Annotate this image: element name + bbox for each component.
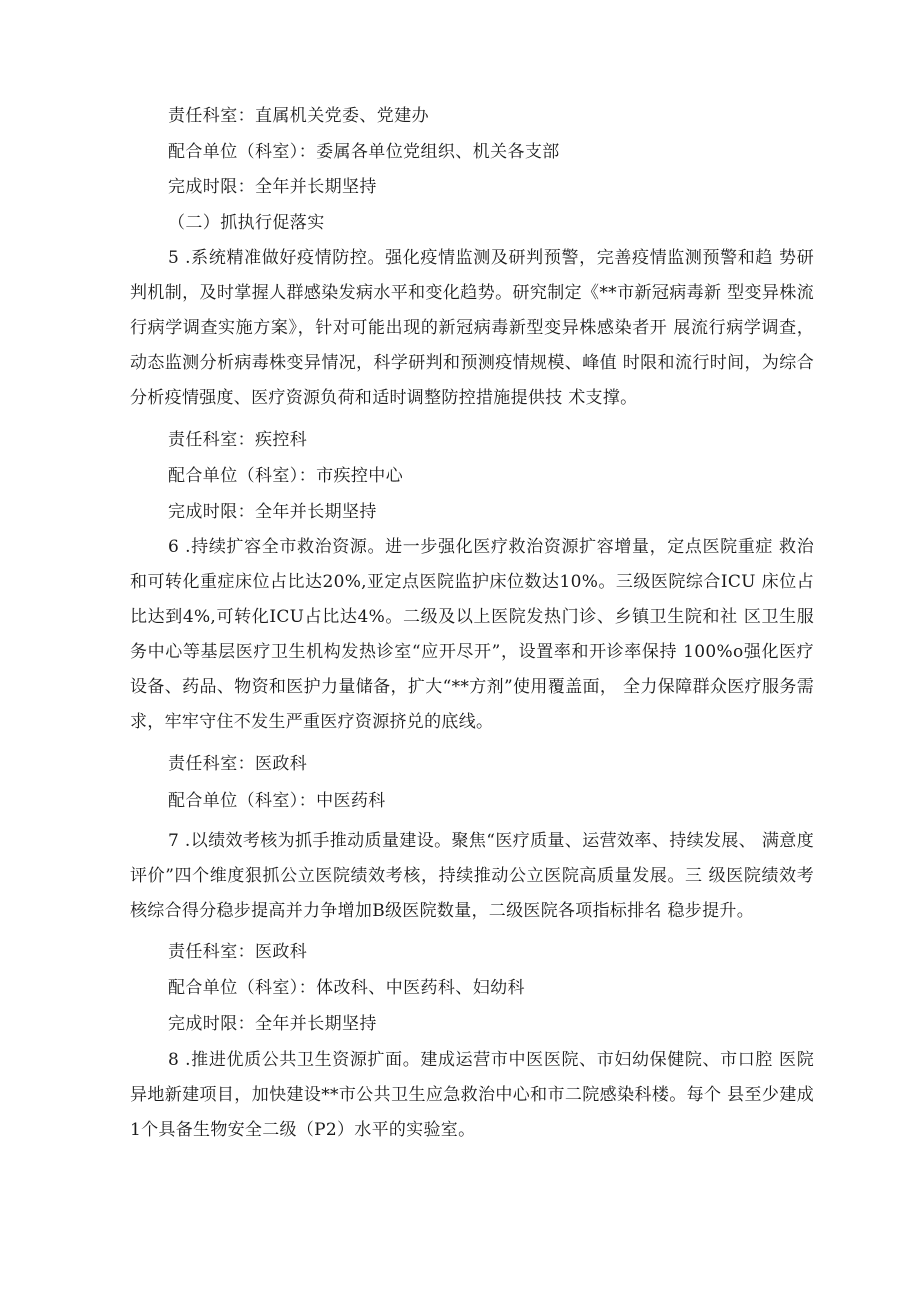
item6-paragraph: 6 .持续扩容全市救治资源。进一步强化医疗救治资源扩容增量，定点医院重症 救治和可转化重症床位占比达20%,亚定点医院监护床位数达10%。三级医院综合ICU 床位占比达到4%,可转化ICU占比达4%。二级及以上医院发热门诊、乡镇卫生院和社 区卫生服务中心等基层医疗卫生机构发热诊室“应开尽开”，设置率和开诊率保持 100%o强化医疗设备、药品、物资和医护力量储备，扩大“**方剂”使用覆盖面， 全力保障群众医疗服务需求，牢牢守住不发生严重医疗资源挤兑的底线。 xyxy=(130,537,814,732)
item5-cooperating-line: 配合单位（科室）：市疾控中心 xyxy=(168,466,404,486)
item6-responsible-line: 责任科室：医政科 xyxy=(168,754,308,774)
item5-deadline-line: 完成时限：全年并长期坚持 xyxy=(168,502,377,522)
item5-responsible-line: 责任科室：疾控科 xyxy=(168,430,308,450)
item5-paragraph: 5 .系统精准做好疫情防控。强化疫情监测及研判预警，完善疫情监测预警和趋 势研判机制，及时掌握人群感染发病水平和变化趋势。研究制定《**市新冠病毒新 型变异株流行病学调查实施方案》，针对可能出现的新冠病毒新型变异株感染者开 展流行病学调查，动态监测分析病毒株变异情况，科学研判和预测疫情规模、峰值 时限和流行时间，为综合分析疫情强度、医疗资源负荷和适时调整防控措施提供技 术支撑。 xyxy=(130,248,814,408)
item7-responsible-line: 责任科室：医政科 xyxy=(168,942,308,962)
item7-cooperating-line: 配合单位（科室）：体改科、中医药科、妇幼科 xyxy=(168,978,525,998)
item6-cooperating-line: 配合单位（科室）：中医药科 xyxy=(168,791,386,811)
sec1-cooperating-line: 配合单位（科室）：委属各单位党组织、机关各支部 xyxy=(168,142,560,162)
item7-deadline-line: 完成时限：全年并长期坚持 xyxy=(168,1014,377,1034)
item8-paragraph: 8 .推进优质公共卫生资源扩面。建成运营市中医医院、市妇幼保健院、市口腔 医院异地新建项目，加快建设**市公共卫生应急救治中心和市二院感染科楼。每个 县至少建成1个具备生物安全二级（P2）水平的实验室。 xyxy=(130,1050,814,1140)
item7-paragraph: 7 .以绩效考核为抓手推动质量建设。聚焦“医疗质量、运营效率、持续发展、 满意度评价”四个维度狠抓公立医院绩效考核，持续推动公立医院高质量发展。三 级医院绩效考核综合得分稳步提高并力争增加B级医院数量，二级医院各项指标排名 稳步提升。 xyxy=(130,831,814,921)
section-heading: （二）抓执行促落实 xyxy=(168,213,325,233)
sec1-responsible-line: 责任科室：直属机关党委、党建办 xyxy=(168,106,429,126)
sec1-deadline-line: 完成时限：全年并长期坚持 xyxy=(168,177,377,197)
